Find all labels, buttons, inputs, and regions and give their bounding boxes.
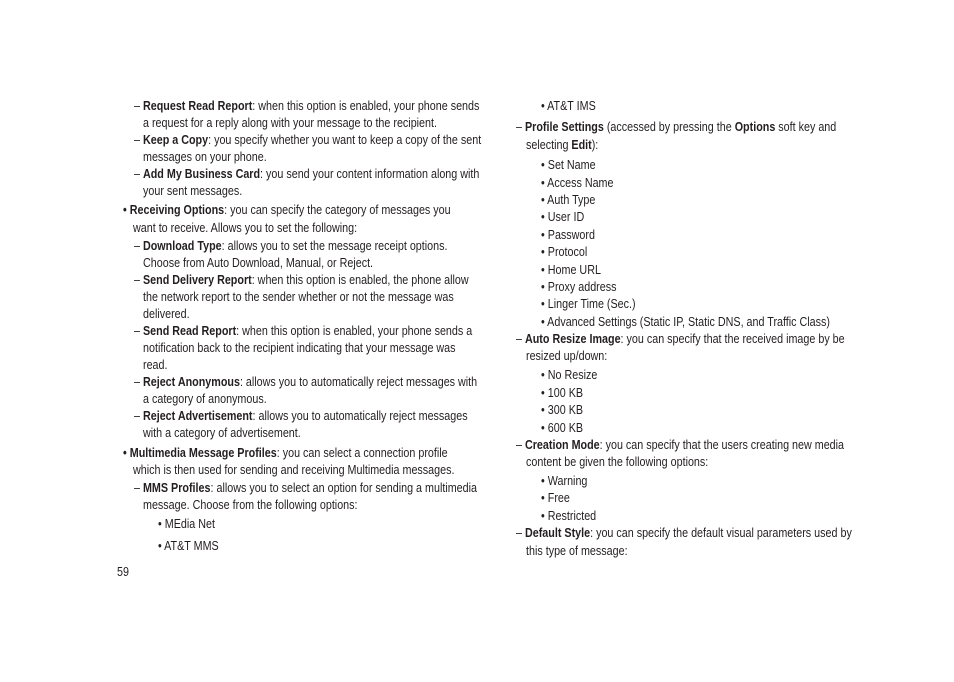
mms-profiles-line2: message. Choose from the following options: xyxy=(143,498,358,512)
auto-resize-image-line1 xyxy=(516,331,845,347)
default-style-line2: this type of message: xyxy=(526,544,628,558)
send-read-report-line1 xyxy=(134,323,472,339)
dash-marker: – xyxy=(134,239,140,253)
dash-marker: – xyxy=(134,167,140,181)
send-delivery-report-line3: delivered. xyxy=(143,307,190,321)
bullet-marker: • xyxy=(158,539,162,553)
bullet-marker: • xyxy=(541,176,545,190)
add-business-card-line2: your sent messages. xyxy=(143,184,243,198)
list-item xyxy=(541,209,584,225)
list-item xyxy=(541,262,601,278)
list-item xyxy=(541,473,587,489)
list-item xyxy=(541,279,616,295)
send-read-report-line3: read. xyxy=(143,358,168,372)
dash-marker: – xyxy=(134,375,140,389)
bullet-marker: • xyxy=(541,403,545,417)
keep-a-copy-line2: messages on your phone. xyxy=(143,150,267,164)
option-label: Set Name xyxy=(547,158,596,172)
download-type-line1 xyxy=(134,238,447,254)
dash-marker: – xyxy=(134,324,140,338)
mms-profiles-text: : allows you to select an option for sending a multimedia xyxy=(210,481,478,495)
bullet-marker: • xyxy=(541,228,545,242)
list-item xyxy=(541,402,583,418)
creation-mode-line1 xyxy=(516,437,844,453)
profile-settings-text: (accessed by pressing the xyxy=(603,120,735,134)
mms-profiles-line1 xyxy=(134,480,477,496)
dash-marker: – xyxy=(134,133,140,147)
bullet-marker: • xyxy=(541,386,545,400)
list-item xyxy=(541,490,570,506)
list-item xyxy=(541,98,596,114)
edit-keyword: Edit xyxy=(571,138,592,152)
bullet-marker: • xyxy=(123,203,127,217)
bullet-marker: • xyxy=(541,509,545,523)
keep-a-copy-text: : you specify whether you want to keep a copy of the sent xyxy=(208,133,482,147)
keep-a-copy-term: Keep a Copy xyxy=(142,133,209,147)
dash-marker: – xyxy=(516,526,522,540)
send-read-report-term: Send Read Report xyxy=(142,324,237,338)
reject-advertisement-line2: with a category of advertisement. xyxy=(143,426,301,440)
bullet-marker: • xyxy=(541,280,545,294)
list-item xyxy=(541,227,595,243)
profile-settings-line1 xyxy=(516,119,836,135)
reject-advertisement-line1 xyxy=(134,408,468,424)
option-label: Password xyxy=(547,228,595,242)
option-label: No Resize xyxy=(547,368,598,382)
profile-settings-term: Profile Settings xyxy=(524,120,604,134)
list-item xyxy=(541,296,636,312)
bullet-marker: • xyxy=(541,99,545,113)
download-type-term: Download Type xyxy=(142,239,222,253)
option-label: Advanced Settings (Static IP, Static DNS, and Traffic Class) xyxy=(547,315,831,329)
bullet-marker: • xyxy=(158,517,162,531)
bullet-marker: • xyxy=(541,491,545,505)
creation-mode-text: : you can specify that the users creating new media xyxy=(599,438,845,452)
reject-anonymous-text: : allows you to automatically reject messages with xyxy=(239,375,478,389)
download-type-line2: Choose from Auto Download, Manual, or Reject. xyxy=(143,256,374,270)
reject-anonymous-term: Reject Anonymous xyxy=(142,375,240,389)
mms-profiles-term: MMS Profiles xyxy=(142,481,211,495)
bullet-marker: • xyxy=(541,158,545,172)
dash-marker: – xyxy=(516,438,522,452)
add-business-card-term: Add My Business Card xyxy=(142,167,261,181)
receiving-options-term: Receiving Options xyxy=(129,203,225,217)
reject-anonymous-line2: a category of anonymous. xyxy=(143,392,267,406)
option-label: Proxy address xyxy=(547,280,617,294)
profile-settings-close: ): xyxy=(591,138,599,152)
list-item xyxy=(541,192,595,208)
default-style-text: : you can specify the default visual parameters used by xyxy=(590,526,852,540)
dash-marker: – xyxy=(134,273,140,287)
dash-marker: – xyxy=(134,409,140,423)
auto-resize-image-term: Auto Resize Image xyxy=(524,332,621,346)
bullet-marker: • xyxy=(123,446,127,460)
bullet-marker: • xyxy=(541,245,545,259)
list-item xyxy=(541,420,583,436)
auto-resize-image-line2: resized up/down: xyxy=(526,349,608,363)
list-item xyxy=(541,157,596,173)
mm-profiles-term: Multimedia Message Profiles xyxy=(129,446,277,460)
add-business-card-text: : you send your content information along with xyxy=(260,167,480,181)
dash-marker: – xyxy=(134,99,140,113)
request-read-report-line1 xyxy=(134,98,479,114)
reject-anonymous-line1 xyxy=(134,374,477,390)
bullet-marker: • xyxy=(541,210,545,224)
dash-marker: – xyxy=(134,481,140,495)
list-item xyxy=(541,508,596,524)
page-number: 59 xyxy=(117,565,129,579)
keep-a-copy-line1 xyxy=(134,132,481,148)
receiving-options-line2: want to receive. Allows you to set the following: xyxy=(133,221,358,235)
send-delivery-report-line1 xyxy=(134,272,469,288)
request-read-report-text: : when this option is enabled, your phone sends xyxy=(252,99,480,113)
dash-marker: – xyxy=(516,120,522,134)
option-label: Free xyxy=(547,491,570,505)
bullet-marker: • xyxy=(541,263,545,277)
list-item xyxy=(541,314,830,330)
option-label: MEdia Net xyxy=(164,517,215,531)
list-item xyxy=(541,367,597,383)
default-style-line1 xyxy=(516,525,852,541)
profile-settings-selecting: selecting xyxy=(526,138,572,152)
mm-profiles-text: : you can select a connection profile xyxy=(276,446,448,460)
option-label: Home URL xyxy=(547,263,601,277)
bullet-marker: • xyxy=(541,297,545,311)
option-label: Auth Type xyxy=(547,193,596,207)
reject-advertisement-term: Reject Advertisement xyxy=(142,409,253,423)
option-label: Access Name xyxy=(547,176,614,190)
receiving-options-line1 xyxy=(123,202,451,218)
option-label: Warning xyxy=(547,474,588,488)
dash-marker: – xyxy=(516,332,522,346)
option-label: 300 KB xyxy=(547,403,584,417)
creation-mode-term: Creation Mode xyxy=(524,438,600,452)
request-read-report-line2: a request for a reply along with your message to the recipient. xyxy=(143,116,437,130)
bullet-marker: • xyxy=(541,368,545,382)
default-style-term: Default Style xyxy=(524,526,591,540)
options-keyword: Options xyxy=(734,120,776,134)
option-label: AT&T IMS xyxy=(547,99,596,113)
bullet-marker: • xyxy=(541,315,545,329)
auto-resize-image-text: : you can specify that the received image by be xyxy=(620,332,845,346)
mm-profiles-line2: which is then used for sending and receiving Multimedia messages. xyxy=(133,463,455,477)
option-label: Restricted xyxy=(547,509,597,523)
bullet-marker: • xyxy=(541,193,545,207)
creation-mode-line2: content be given the following options: xyxy=(526,455,709,469)
list-item xyxy=(158,516,215,532)
send-delivery-report-line2: the network report to the sender whether or not the message was xyxy=(143,290,454,304)
bullet-marker: • xyxy=(541,474,545,488)
send-read-report-line2: notification back to the recipient indicating that your message was xyxy=(143,341,456,355)
option-label: 100 KB xyxy=(547,386,584,400)
option-label: 600 KB xyxy=(547,421,584,435)
send-read-report-text: : when this option is enabled, your phone sends a xyxy=(236,324,473,338)
list-item xyxy=(541,244,587,260)
add-business-card-line1 xyxy=(134,166,479,182)
profile-settings-text-end: soft key and xyxy=(775,120,837,134)
download-type-text: : allows you to set the message receipt options. xyxy=(221,239,448,253)
option-label: Protocol xyxy=(547,245,588,259)
request-read-report-term: Request Read Report xyxy=(142,99,253,113)
reject-advertisement-text: : allows you to automatically reject messages xyxy=(252,409,468,423)
option-label: User ID xyxy=(547,210,585,224)
receiving-options-text: : you can specify the category of messages you xyxy=(224,203,451,217)
list-item xyxy=(541,175,613,191)
option-label: AT&T MMS xyxy=(164,539,219,553)
mm-profiles-line1 xyxy=(123,445,448,461)
profile-settings-line2 xyxy=(526,137,598,153)
list-item xyxy=(158,538,219,554)
send-delivery-report-term: Send Delivery Report xyxy=(142,273,252,287)
send-delivery-report-text: : when this option is enabled, the phone allow xyxy=(251,273,469,287)
option-label: Linger Time (Sec.) xyxy=(547,297,636,311)
bullet-marker: • xyxy=(541,421,545,435)
list-item xyxy=(541,385,583,401)
